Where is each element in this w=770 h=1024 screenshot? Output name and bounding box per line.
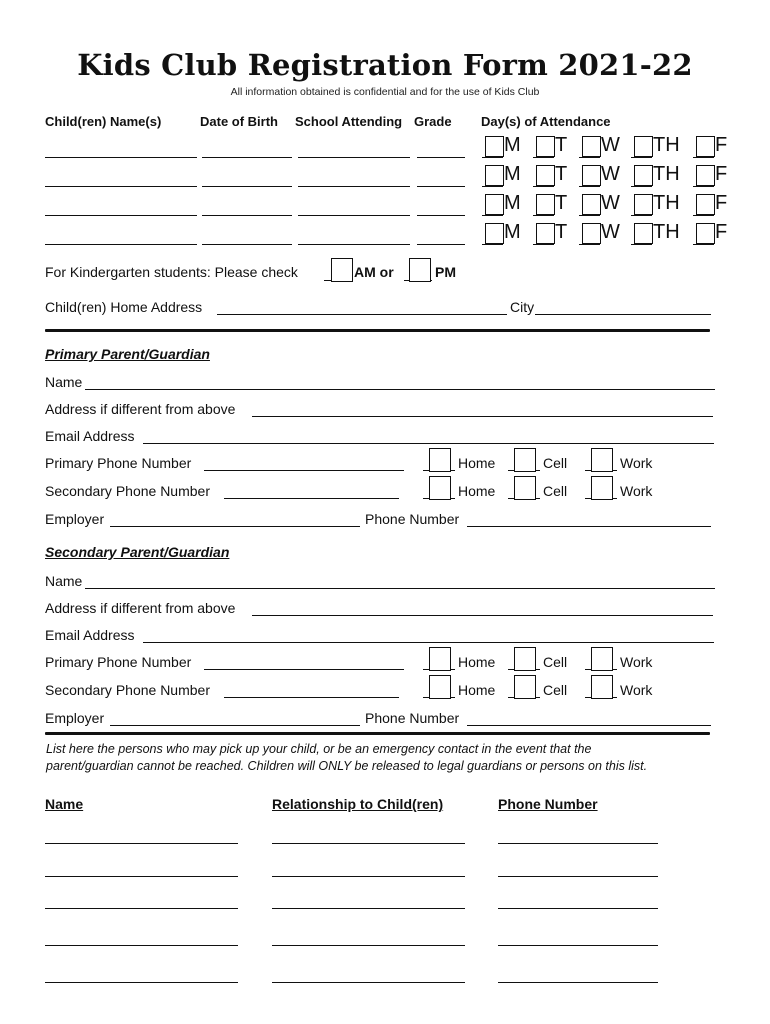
grade-field[interactable]	[417, 186, 465, 187]
phone-type-label-home: Home	[458, 455, 496, 471]
child-name-field[interactable]	[45, 215, 197, 216]
day-checkbox-t[interactable]	[536, 223, 555, 244]
divider	[45, 732, 710, 735]
grade-field[interactable]	[417, 215, 465, 216]
dob-field[interactable]	[202, 186, 292, 187]
primary-name-label: Name	[45, 374, 83, 390]
day-checkbox-line	[533, 186, 554, 187]
day-checkbox-line	[631, 215, 652, 216]
day-checkbox-m[interactable]	[485, 136, 504, 157]
am-label: AM or	[354, 264, 394, 280]
day-label-w: W	[601, 192, 620, 214]
day-checkbox-line	[693, 157, 714, 158]
day-checkbox-line	[631, 244, 652, 245]
day-checkbox-f[interactable]	[696, 165, 715, 186]
phone-type-label-work: Work	[620, 455, 653, 471]
school-field[interactable]	[298, 186, 410, 187]
day-checkbox-f[interactable]	[696, 223, 715, 244]
day-label-w: W	[601, 134, 620, 156]
day-label-th: TH	[653, 134, 680, 156]
pickup-note-line1: List here the persons who may pick up your child, or be an emergency contact in the event that the	[46, 742, 592, 756]
secondary-guardian-heading: Secondary Parent/Guardian	[45, 544, 230, 560]
phone-type-label-work: Work	[620, 654, 653, 670]
day-checkbox-line	[693, 215, 714, 216]
dob-header: Date of Birth	[200, 114, 278, 129]
day-checkbox-line	[631, 186, 652, 187]
pickup-phone-field[interactable]	[498, 908, 658, 909]
secondary-name-label: Name	[45, 573, 83, 589]
primary-secondary_phone-label: Secondary Phone Number	[45, 483, 210, 499]
primary-employer-field[interactable]	[110, 526, 360, 527]
secondary-primary_phone-work-checkbox[interactable]	[591, 647, 613, 671]
phone-type-label-cell: Cell	[543, 682, 568, 698]
pickup-name-field[interactable]	[45, 843, 238, 844]
primary-employer-phone-field[interactable]	[467, 526, 711, 527]
day-label-t: T	[555, 192, 568, 214]
pickup-name-field[interactable]	[45, 876, 238, 877]
primary-primary_phone-cell-checkbox[interactable]	[514, 448, 536, 472]
day-checkbox-line	[533, 157, 554, 158]
school-field[interactable]	[298, 215, 410, 216]
pickup-relationship-header: Relationship to Child(ren)	[272, 796, 444, 812]
pickup-phone-field[interactable]	[498, 982, 658, 983]
day-label-t: T	[555, 134, 568, 156]
day-checkbox-w[interactable]	[582, 223, 601, 244]
day-checkbox-line	[482, 157, 503, 158]
day-checkbox-th[interactable]	[634, 223, 653, 244]
secondary-address-field[interactable]	[252, 615, 713, 616]
pickup-name-header: Name	[45, 796, 84, 812]
primary-primary_phone-label: Primary Phone Number	[45, 455, 192, 471]
secondary-secondary_phone-home-checkbox[interactable]	[429, 675, 451, 699]
secondary-secondary_phone-work-checkbox[interactable]	[591, 675, 613, 699]
primary-secondary_phone-field[interactable]	[224, 498, 399, 499]
day-label-t: T	[555, 163, 568, 185]
phone-type-label-work: Work	[620, 483, 653, 499]
secondary-primary_phone-cell-checkbox[interactable]	[514, 647, 536, 671]
primary-address-field[interactable]	[252, 416, 713, 417]
secondary-secondary_phone-field[interactable]	[224, 697, 399, 698]
school-header: School Attending	[295, 114, 403, 129]
day-checkbox-t[interactable]	[536, 194, 555, 215]
child-name-field[interactable]	[45, 157, 197, 158]
dob-field[interactable]	[202, 244, 292, 245]
day-checkbox-line	[579, 244, 600, 245]
primary-secondary_phone-cell-checkbox[interactable]	[514, 476, 536, 500]
day-label-f: F	[715, 192, 728, 214]
dob-field[interactable]	[202, 157, 292, 158]
secondary-email-label: Email Address	[45, 627, 135, 643]
phone-type-label-home: Home	[458, 654, 496, 670]
primary-employer-phone-label: Phone Number	[365, 511, 460, 527]
day-label-w: W	[601, 221, 620, 243]
day-checkbox-th[interactable]	[634, 165, 653, 186]
phone-type-label-cell: Cell	[543, 455, 568, 471]
day-checkbox-t[interactable]	[536, 136, 555, 157]
phone-type-label-home: Home	[458, 682, 496, 698]
secondary-address-label: Address if different from above	[45, 600, 236, 616]
child-name-field[interactable]	[45, 244, 197, 245]
day-label-m: M	[504, 163, 521, 185]
secondary-employer-phone-field[interactable]	[467, 725, 711, 726]
primary-guardian-heading: Primary Parent/Guardian	[45, 346, 210, 362]
primary-primary_phone-work-checkbox[interactable]	[591, 448, 613, 472]
day-checkbox-t[interactable]	[536, 165, 555, 186]
grade-header: Grade	[414, 114, 452, 129]
day-label-w: W	[601, 163, 620, 185]
school-field[interactable]	[298, 244, 410, 245]
pickup-note-line2: parent/guardian cannot be reached. Children will ONLY be released to legal guardians or persons on this list.	[46, 759, 648, 773]
pickup-relationship-field[interactable]	[272, 945, 465, 946]
day-checkbox-m[interactable]	[485, 165, 504, 186]
day-checkbox-line	[693, 244, 714, 245]
day-checkbox-line	[533, 215, 554, 216]
secondary-employer-label: Employer	[45, 710, 105, 726]
day-checkbox-w[interactable]	[582, 136, 601, 157]
day-checkbox-line	[579, 215, 600, 216]
primary-address-label: Address if different from above	[45, 401, 236, 417]
day-checkbox-m[interactable]	[485, 223, 504, 244]
divider	[45, 329, 710, 332]
phone-type-label-home: Home	[458, 483, 496, 499]
primary-secondary_phone-work-checkbox[interactable]	[591, 476, 613, 500]
school-field[interactable]	[298, 157, 410, 158]
primary-employer-label: Employer	[45, 511, 105, 527]
day-label-f: F	[715, 221, 728, 243]
day-label-t: T	[555, 221, 568, 243]
day-checkbox-m[interactable]	[485, 194, 504, 215]
child-names-header: Child(ren) Name(s)	[45, 114, 162, 129]
day-checkbox-th[interactable]	[634, 136, 653, 157]
day-label-m: M	[504, 134, 521, 156]
pickup-phone-field[interactable]	[498, 945, 658, 946]
day-checkbox-line	[482, 186, 503, 187]
primary-name-field[interactable]	[85, 389, 715, 390]
pickup-relationship-field[interactable]	[272, 843, 465, 844]
pickup-relationship-field[interactable]	[272, 876, 465, 877]
day-checkbox-line	[693, 186, 714, 187]
am-checkbox[interactable]	[331, 258, 353, 282]
day-checkbox-w[interactable]	[582, 165, 601, 186]
day-label-f: F	[715, 134, 728, 156]
day-label-th: TH	[653, 221, 680, 243]
day-checkbox-w[interactable]	[582, 194, 601, 215]
day-label-th: TH	[653, 192, 680, 214]
primary-email-label: Email Address	[45, 428, 135, 444]
secondary-secondary_phone-cell-checkbox[interactable]	[514, 675, 536, 699]
phone-type-label-cell: Cell	[543, 483, 568, 499]
confidentiality-note: All information obtained is confidential and for the use of Kids Club	[230, 86, 540, 98]
secondary-employer-phone-label: Phone Number	[365, 710, 460, 726]
primary-primary_phone-field[interactable]	[204, 470, 404, 471]
pm-label: PM	[435, 264, 456, 280]
phone-type-label-work: Work	[620, 682, 653, 698]
grade-field[interactable]	[417, 244, 465, 245]
day-label-m: M	[504, 221, 521, 243]
home-address-field[interactable]	[217, 314, 507, 315]
day-checkbox-line	[482, 244, 503, 245]
pickup-phone-header: Phone Number	[498, 796, 598, 812]
day-checkbox-f[interactable]	[696, 136, 715, 157]
grade-field[interactable]	[417, 157, 465, 158]
phone-type-label-cell: Cell	[543, 654, 568, 670]
day-checkbox-line	[482, 215, 503, 216]
day-label-f: F	[715, 163, 728, 185]
city-field[interactable]	[535, 314, 711, 315]
secondary-primary_phone-label: Primary Phone Number	[45, 654, 192, 670]
dob-field[interactable]	[202, 215, 292, 216]
day-checkbox-line	[533, 244, 554, 245]
page-title: Kids Club Registration Form 2021-22	[77, 48, 693, 82]
pickup-relationship-field[interactable]	[272, 982, 465, 983]
primary-primary_phone-home-checkbox[interactable]	[429, 448, 451, 472]
secondary-name-field[interactable]	[85, 588, 715, 589]
home-address-label: Child(ren) Home Address	[45, 299, 203, 315]
secondary-primary_phone-home-checkbox[interactable]	[429, 647, 451, 671]
pickup-phone-field[interactable]	[498, 876, 658, 877]
kindergarten-label: For Kindergarten students: Please check	[45, 264, 298, 280]
child-name-field[interactable]	[45, 186, 197, 187]
day-label-th: TH	[653, 163, 680, 185]
secondary-primary_phone-field[interactable]	[204, 669, 404, 670]
pickup-name-field[interactable]	[45, 908, 238, 909]
day-checkbox-line	[579, 186, 600, 187]
day-checkbox-f[interactable]	[696, 194, 715, 215]
pickup-phone-field[interactable]	[498, 843, 658, 844]
days-header: Day(s) of Attendance	[481, 114, 611, 129]
pickup-relationship-field[interactable]	[272, 908, 465, 909]
day-checkbox-line	[579, 157, 600, 158]
day-label-m: M	[504, 192, 521, 214]
day-checkbox-th[interactable]	[634, 194, 653, 215]
secondary-employer-field[interactable]	[110, 725, 360, 726]
secondary-secondary_phone-label: Secondary Phone Number	[45, 682, 210, 698]
pickup-name-field[interactable]	[45, 982, 238, 983]
primary-email-field[interactable]	[143, 443, 714, 444]
pickup-name-field[interactable]	[45, 945, 238, 946]
city-label: City	[510, 299, 535, 315]
pm-checkbox[interactable]	[409, 258, 431, 282]
secondary-email-field[interactable]	[143, 642, 714, 643]
primary-secondary_phone-home-checkbox[interactable]	[429, 476, 451, 500]
day-checkbox-line	[631, 157, 652, 158]
